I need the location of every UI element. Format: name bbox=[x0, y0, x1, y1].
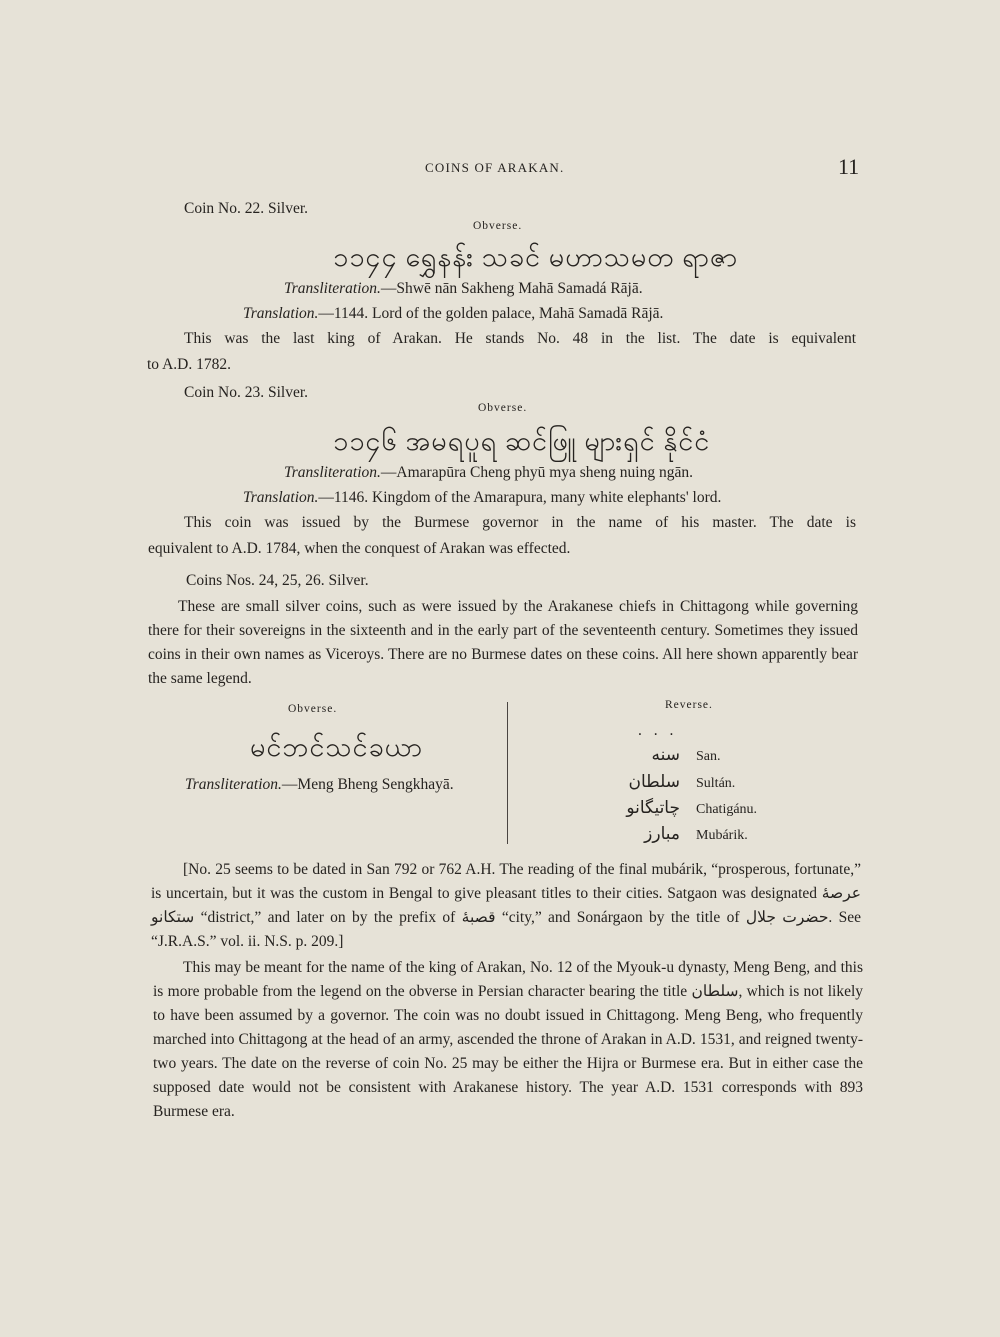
coin23-paragraph-line1: This coin was issued by the Burmese governor in the name of his master. The date is bbox=[184, 514, 856, 531]
reverse-persian-mubarik: مبارز bbox=[644, 824, 680, 844]
translation-label: Translation. bbox=[243, 489, 319, 506]
translation-label: Translation. bbox=[243, 305, 319, 322]
final-paragraph: This may be meant for the name of the king of Arakan, No. 12 of the Myouk-u dynasty, Meng Beng, and this is more probable from the legend on the obverse in Persian character bearing the title سلطان, which is not likely to have been assumed by a governor. The coin was no doubt issued in Chittagong. Meng Beng, who frequently marched into Chittagong at the head of an army, ascended the throne of Arakan in A.D. 1531, and reigned twenty-two years. The date on the reverse of coin No. 25 may be either the Hijra or Burmese era. But in either case the supposed date would not be consistent with Arakanese history. The year A.D. 1531 corresponds with 893 Burmese era. bbox=[153, 959, 864, 1120]
coin22-heading: Coin No. 22. Silver. bbox=[184, 200, 309, 217]
coin23-burmese-legend: ၁၁၄၆ အမရပူရ ဆင်ဖြူ များရှင် နိုင်ငံ bbox=[333, 426, 711, 456]
reverse-dots: . . . bbox=[638, 722, 678, 739]
coin22-translation bbox=[243, 305, 663, 323]
coins24-paragraph: These are small silver coins, such as were issued by the Arakanese chiefs in Chittagong while governing there for their sovereigns in the sixteenth and in the early part of the seventeenth century. Sometimes they issued coins in their own names as Viceroys. There are no Burmese dates on these coins. All here shown apparently bear the same legend. bbox=[148, 598, 858, 687]
reverse-latin-san: San. bbox=[696, 749, 721, 764]
transliteration-text: —Amarapūra Cheng phyū mya sheng nuing ngān. bbox=[380, 464, 693, 481]
reverse-latin-chatiganu: Chatigánu. bbox=[696, 802, 758, 817]
transliteration-label: Transliteration. bbox=[185, 776, 282, 793]
coin23-paragraph-line2: equivalent to A.D. 1784, when the conquest of Arakan was effected. bbox=[148, 540, 571, 557]
coin22-paragraph-line1: This was the last king of Arakan. He stands No. 48 in the list. The date is equivalent bbox=[184, 330, 856, 347]
coins24-transliteration bbox=[185, 776, 454, 794]
coin22-transliteration bbox=[284, 280, 643, 298]
coin23-obverse-label: Obverse. bbox=[478, 402, 528, 414]
reverse-persian-sultan: سلطان bbox=[628, 772, 680, 792]
reverse-persian-chatiganu: چاتیگانو bbox=[626, 798, 680, 818]
column-divider bbox=[507, 702, 508, 844]
running-head: COINS OF ARAKAN. bbox=[425, 160, 565, 175]
transliteration-label: Transliteration. bbox=[284, 464, 381, 481]
reverse-persian-san: سنه bbox=[651, 745, 680, 765]
coins24-heading: Coins Nos. 24, 25, 26. Silver. bbox=[186, 572, 369, 589]
reverse-latin-mubarik: Mubárik. bbox=[696, 828, 748, 843]
coin23-heading: Coin No. 23. Silver. bbox=[184, 384, 309, 401]
coin22-burmese-legend: ၁၁၄၄ ရွှေနန်း သခင် မဟာသမတ ရာဇာ bbox=[333, 242, 739, 272]
coin22-obverse-label: Obverse. bbox=[473, 220, 523, 232]
coins24-burmese-legend: မင်ဘင်သင်ခယာ bbox=[250, 732, 423, 762]
coin23-translation bbox=[243, 489, 721, 507]
coin22-paragraph-line2: to A.D. 1782. bbox=[147, 356, 231, 373]
translation-text: —1144. Lord of the golden palace, Mahā Samadā Rājā. bbox=[318, 305, 664, 322]
coins24-obverse-label: Obverse. bbox=[288, 703, 338, 715]
reverse-latin-sultan: Sultán. bbox=[696, 776, 736, 791]
coin23-transliteration bbox=[284, 464, 693, 482]
coins24-reverse-label: Reverse. bbox=[665, 699, 713, 711]
transliteration-label: Transliteration. bbox=[284, 280, 381, 297]
page-number: 11 bbox=[838, 154, 860, 179]
footnote-bracket: [No. 25 seems to be dated in San 792 or 762 A.H. The reading of the final mubárik, “prosperous, fortunate,” is uncertain, but it was the custom in Bengal to give pleasant titles to their cities. Satgaon was designated عرصهٔ ستکانو “district,” and later on by the prefix of قصبهٔ “city,” and Sonárgaon by the title of حضرت جلال. See “J.R.A.S.” vol. ii. N.S. p. 209.] bbox=[151, 861, 861, 950]
translation-text: —1146. Kingdom of the Amarapura, many white elephants' lord. bbox=[318, 489, 722, 506]
transliteration-text: —Shwē nān Sakheng Mahā Samadá Rājā. bbox=[380, 280, 643, 297]
transliteration-text: —Meng Bheng Sengkhayā. bbox=[281, 776, 454, 793]
